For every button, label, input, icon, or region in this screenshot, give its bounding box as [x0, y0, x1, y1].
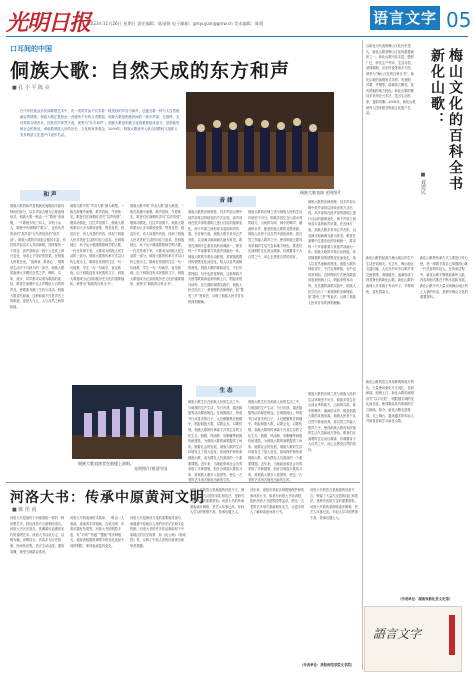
subhead-harmony: 和 声 — [20, 190, 80, 201]
article3-note: （作者单位：洛阳师范学院文学院） — [300, 663, 355, 667]
article1-byline: ■ 孔 小 平 陈 亮 — [12, 85, 50, 91]
article1-intro: 在中华民族众多民间歌唱艺术中，有一类的作品不仅有着一段美妙的声音与和声，还蕴含着一种与大自然相融合的情感。侗族大歌正是如此一首流传千年的古老歌谣。侗族大歌是侗族民间的一种多声部、无指挥、无伴奏的合唱音乐，因其音声浑然天成，被誉为“东方和声”。侗族大歌是侗族文化的重要组成部分，是侗族传统社会的象征，承载着侗族人民的历史、文化和审美观念。2009年，侗族大歌被列入联合国教科文组织人类非物质文化遗产代表作名录。 — [20, 109, 180, 137]
photo-credit: 光明图片/视觉中国 — [134, 466, 168, 471]
article3-col5: 近年来，洛阳市采取多种措施保护和传承河洛大书，如举办河洛大书培训班、组织河洛大书进校园等活动，使这一古老的艺术形式重新焕发活力，让更多的人了解和喜爱河洛大书。 — [250, 488, 305, 515]
article2-byline: ■ 聂建民 — [420, 172, 426, 195]
header-rule — [6, 36, 468, 37]
article2-col3: 新化山歌的传承方式主要是口传心授，老一辈歌手将自己掌握的山歌一代代传给年轻人。在传承过程中，新化山歌不断吸收新的元素，内容和形式都在不断丰富和发展。新化山歌中有大量反映梅山地区风土人情的作品，是研究梅山文化的重要资料。 — [420, 256, 468, 300]
article1-col1: 侗族大歌的和声是侗族民间歌曲中最具特色的部分，以多声部合唱为主要表现形式。侗族大歌一般由一个“歌班”来演唱，一个歌班少则三四人，多则十余人，歌班中有领唱的“歌头”，也有负责高音的“高声部”与负责低音的“低声部”。侗族大歌的声部组合极其丰富，有时低声部由多人共同演唱，持续保持一个低音，高声部则由一两个人在其上即兴变化，形成上下呼应的效果。在侗族人的观念里，“饭养身，歌养心”，唱歌是生活中不可缺少的一部分。侗族大歌的旋律大多模仿自然之声，蝉鸣、鸟叫、流水、风声都可以成为歌曲的素材，歌者在演唱中以人声模拟大自然的声音，使歌曲充满了生机与灵动。侗族大歌讲究和谐，这种和谐不仅是声音上的和谐，更是人与人、人与自然之间的和谐。 — [10, 204, 66, 309]
article2-col2: 新化山歌的起源与梅山地区的生产生活密切相关。在古代，梅山地区交通闭塞，人们在劳动中以歌声来交流情感、消除疲劳，逐渐形成了独具特色的新化山歌。新化山歌的曲调大多来源于劳动号子，节奏明快，富有感染力。 — [366, 256, 414, 294]
red-seal-icon — [449, 615, 455, 655]
article3-col1: 河洛大书是流传于河南洛阳一带的一种说唱艺术，因以河洛方言演唱而得名。河洛大书历史悠久，其渊源可追溯到宋代的说唱艺术。河洛大书以说为主、以唱为辅，说唱结合，内容多为历史故事、民间传说等，语言生动活泼，通俗易懂，深受当地群众喜爱。 — [10, 516, 65, 554]
article1-kicker: 口耳间的中国 — [10, 45, 52, 53]
photo-caption-2: 侗族大歌表演者在鼓楼上演唱。 — [78, 461, 134, 466]
article3-col4: 河洛大书的语言是地道的河洛方言，保留了大量古汉语的词汇和语法，是研究河洛方言的重要资料。河洛大书的传承面临诸多困难，老艺人年事已高，年轻人学习的热情不高，传承后继乏人。 — [190, 488, 245, 515]
article3-col2: 河洛大书的表演形式简单，一般由一人表演，表演者手持简板，边说边唱，伴奏乐器有坠胡等。河洛大书的唱腔丰富，有“平调”“快板”“慢板”等多种板式，表演者根据故事情节的变化选择不同的唱腔，使得表演富有变化。 — [70, 516, 125, 548]
page-header — [0, 0, 474, 36]
article2-col4: 新化山歌的语言具有鲜明的地方特色，大量使用新化方言词汇，音韵和谐，朗朗上口。新化山歌的演唱讲究“以字行腔”，唱腔随字调的变化而变化，使得歌曲具有浓郁的方言韵味。如今，新化山歌走进校园、走上舞台，越来越多的年轻人开始喜爱和学习新化山歌。 — [366, 380, 414, 424]
section-divider — [6, 482, 360, 483]
article1-col5b: 侗族大歌生长在侗族人民的生活之中，与侗族的生产生活、节日庆典、婚丧嫁娶等活动紧密相连。在侗族地区，每逢节日或喜庆的日子，人们便聚集在鼓楼中，唱起侗族大歌，以歌会友，以歌传情。侗族大歌的传承离不开其生存的文化生态，鼓楼、风雨桥、吊脚楼等侗族传统建筑，为侗族大歌的演唱提供了场所。随着社会的发展，侗族大歌的生存环境发生了很大变化，如何保护和传承侗族大歌，成为摆在人们面前的一个重要课题。近年来，当地政府和社会各界采取了多种措施，如开办侗族大歌传习所、将侗族大歌引入校园等，使这一古老的艺术形式焕发出新的生机。 — [248, 400, 303, 483]
article1-col2b: 侗族大歌中的“声音大歌”最为典型，一般在鼓楼中演唱，歌声悠扬，气势恢宏。歌者们在演唱时讲究“以声传情”，唱到动情处，往往声泪俱下。侗族大歌的歌词大多为歌颂爱情、赞美自然、叙述历史、劝人向善的内容，体现了侗族人民对美好生活的向往与追求。在侗族地区，孩子从小就跟着歌师学唱大歌，一代代传承下来，大歌成为侗族人民生活的一部分。侗族大歌的传承方式以口传心授为主，歌师在传授时往往一句一句地教，学生一句一句地学，直至熟练。由于侗族没有本民族的文字，侗族大歌便成为记录侗族历史文化的重要载体，被誉为“侗族的百科全书”。 — [130, 204, 185, 287]
article2-title-line1: 新化山歌： — [429, 48, 445, 128]
article1-col5: 侗族大歌生长在侗族人民的生活之中，与侗族的生产生活、节日庆典、婚丧嫁娶等活动紧密相连。在侗族地区，每逢节日或喜庆的日子，人们便聚集在鼓楼中，唱起侗族大歌，以歌会友，以歌传情。侗族大歌的传承离不开其生存的文化生态，鼓楼、风雨桥、吊脚楼等侗族传统建筑，为侗族大歌的演唱提供了场所。随着社会的发展，侗族大歌的生存环境发生了很大变化，如何保护和传承侗族大歌，成为摆在人们面前的一个重要课题。近年来，当地政府和社会各界采取了多种措施，如开办侗族大歌传习所、将侗族大歌引入校园等，使这一古老的艺术形式焕发出新的生机。 — [188, 400, 243, 483]
article1-col2: 侗族大歌中的“声音大歌”最为典型，一般在鼓楼中演唱，歌声悠扬，气势恢宏。歌者们在演唱时讲究“以声传情”，唱到动情处，往往声泪俱下。侗族大歌的歌词大多为歌颂爱情、赞美自然、叙述历史、劝人向善的内容，体现了侗族人民对美好生活的向往与追求。在侗族地区，孩子从小就跟着歌师学唱大歌，一代代传承下来，大歌成为侗族人民生活的一部分。侗族大歌的传承方式以口传心授为主，歌师在传授时往往一句一句地教，学生一句一句地学，直至熟练。由于侗族没有本民族的文字，侗族大歌便成为记录侗族历史文化的重要载体，被誉为“侗族的百科全书”。 — [70, 204, 125, 287]
newspaper-masthead: 光明日报 — [6, 10, 91, 36]
page-number: 05 — [446, 8, 472, 32]
performance-photo-1 — [186, 92, 334, 189]
article3-title: 河洛大书：传承中原黄河文明 — [10, 490, 205, 506]
article1-col3: 侗族大歌的音律独特，其多声部合唱中低声部常以持续音的方式出现，高声部则在低声部的基础上进行自由的旋律变化，两个声部之间形成丰富的和声效果。在音律方面，侗族大歌多采用五声音阶，以羽调式和商调式最为常见。歌者在演唱中注重音色的协调统一，要求每一个声部都要与其他声部融为一体。侗族大歌的节奏自由舒展，常常随着歌词的情感变化而变化，给人以自然流畅的感受。侗族大歌的押韵讲究，不仅句尾押韵，句中也常常押韵，这种押韵方式使得歌曲读起来朗朗上口，唱起来悦耳动听。在长期的演唱实践中，侗族人民总结出了一套独特的音律理论，如“歌有三声”等说法，反映了侗族人民对音乐的深刻理解。 — [188, 210, 244, 304]
stamp-calligraphy: 語言文字 — [373, 627, 422, 641]
article3-col5b: 河洛大书的语言是地道的河洛方言，保留了大量古汉语的词汇和语法，是研究河洛方言的重要资料。河洛大书的传承面临诸多困难，老艺人年事已高，年轻人学习的热情不高，传承后继乏人。 — [310, 488, 358, 520]
article2-title-line2: 梅山文化的百科全书 — [447, 48, 463, 192]
calligraphy-stamp — [364, 606, 462, 672]
section-title: 语言文字 — [370, 6, 440, 30]
performance-photo-2 — [72, 385, 182, 459]
column-divider — [362, 40, 363, 670]
article3-col3: 河洛大书是黄河文化的重要组成部分，承载着中原地区人民的历史记忆和文化传统。河洛大书的许多作品都取材于中原地区的历史故事，如《包公案》《杨家将》等，反映了中原人民的价值观念和审美情趣。 — [130, 516, 186, 548]
article1-col5c: 侗族大歌的音律之美与侗族人民的生活环境密不可分。侗族多居住在山清水秀的地方，山间的鸟鸣、林中的蝉声、溪流的水声，都是侗族大歌的灵感来源。侗族人民善于从自然中汲取营养，将自然之声融入歌声之中，使得侗族大歌具有浓郁的生活气息和地方特色。歌者们在演唱时往往闭目凝神，仿佛置身于大自然之中，用心去感受自然的美好。 — [308, 392, 356, 452]
header-info: 2023年11月26日 星期日 责任编辑：陈丽娟 电子邮箱：gmyuyan@gmw.cn 美术编辑：陈霞 — [88, 21, 264, 26]
article1-col4b: 侗族大歌的音律独特，其多声部合唱中低声部常以持续音的方式出现，高声部则在低声部的基础上进行自由的旋律变化，两个声部之间形成丰富的和声效果。在音律方面，侗族大歌多采用五声音阶，以羽调式和商调式最为常见。歌者在演唱中注重音色的协调统一，要求每一个声部都要与其他声部融为一体。侗族大歌的节奏自由舒展，常常随着歌词的情感变化而变化，给人以自然流畅的感受。侗族大歌的押韵讲究，不仅句尾押韵，句中也常常押韵，这种押韵方式使得歌曲读起来朗朗上口，唱起来悦耳动听。在长期的演唱实践中，侗族人民总结出了一套独特的音律理论，如“歌有三声”等说法，反映了侗族人民对音乐的深刻理解。 — [308, 200, 356, 305]
photo-caption-1: 侗族大歌表演 光明图片 — [300, 190, 342, 195]
subhead-rhythm: 音 律 — [196, 196, 256, 207]
article1-title: 侗族大歌：自然天成的东方和声 — [10, 60, 291, 82]
article2-col1: 以新化为代表的梅山文化历史悠久，新化山歌是梅山文化的重要载体之一。新化山歌内容丰富，题材广泛，涉及生产劳动、生活习俗、爱情婚姻、历史传说等诸多方面，被誉为“梅山文化的百科全书”。新化山歌的演唱形式多样，有独唱、对唱、齐唱等，曲调高亢嘹亮，富有浓郁的地方特色。新化山歌的歌词多采用比兴手法，语言生动形象，通俗易懂。2008年，新化山歌被列入国家级非物质文化遗产名录。 — [366, 44, 416, 116]
article2-note: （作者单位：湖南省新化县文化馆） — [398, 597, 453, 601]
article3-byline: ■ 陈 佳 甫 — [12, 507, 37, 513]
article1-col4: 侗族大歌的音律之美与侗族人民的生活环境密不可分。侗族多居住在山清水秀的地方，山间的鸟鸣、林中的蝉声、溪流的水声，都是侗族大歌的灵感来源。侗族人民善于从自然中汲取营养，将自然之声融入歌声之中，使得侗族大歌具有浓郁的生活气息和地方特色。歌者们在演唱时往往闭目凝神，仿佛置身于大自然之中，用心去感受自然的美好。 — [248, 210, 303, 259]
subhead-ecology: 生 态 — [196, 386, 256, 397]
